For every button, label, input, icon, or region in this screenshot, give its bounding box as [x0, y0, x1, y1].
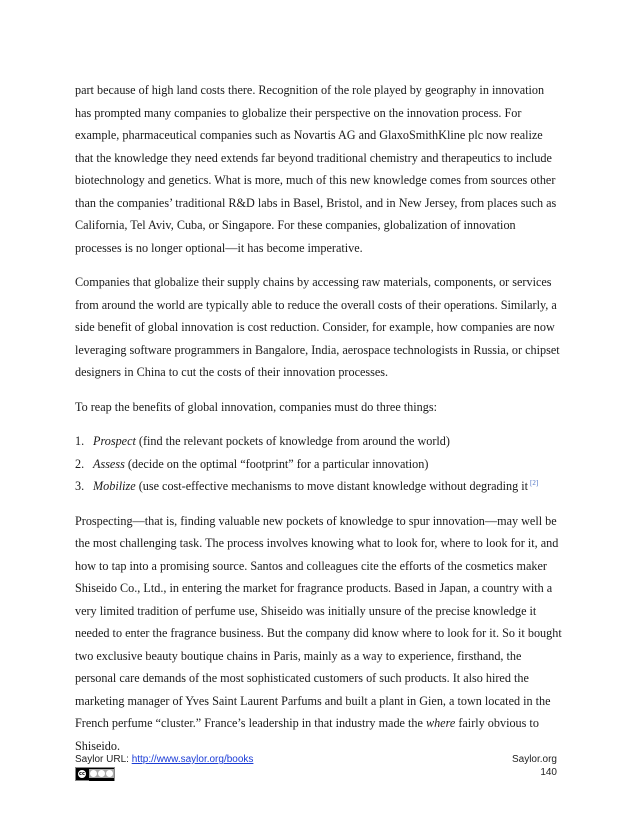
paragraph-4-emphasis: where — [425, 716, 456, 730]
list-text: (decide on the optimal “footprint” for a particular innovation) — [124, 456, 429, 471]
list-item — [75, 430, 562, 453]
footnote-link[interactable]: [2] — [530, 478, 539, 487]
list-number: 3. — [75, 479, 85, 493]
site-name: Saylor.org — [511, 754, 557, 765]
numbered-list — [75, 430, 562, 498]
list-number: 1. — [75, 434, 85, 448]
list-text: (find the relevant pockets of knowledge from around the world) — [135, 434, 450, 448]
paragraph-3: To reap the benefits of global innovation, companies must do three things: — [75, 399, 437, 414]
url-label: Saylor URL: — [75, 754, 132, 765]
paragraph-4 — [75, 510, 562, 758]
paragraph-4-end: fairly obvious to Shiseido. — [75, 716, 539, 753]
list-item — [75, 453, 562, 476]
cc-by-nc-sa-icon: cc — [75, 767, 115, 781]
list-term: Assess — [93, 456, 125, 471]
list-text: (use cost-effective mechanisms to move distant knowledge without degrading it — [135, 479, 529, 493]
list-number: 2. — [75, 456, 85, 471]
page-number: 140 — [540, 767, 557, 778]
paragraph-4-text: Prospecting—that is, finding valuable new pockets of knowledge to spur innovation—may well be the most challenging task. The process involves knowing what to look for, where to look for it, and how to tap into a promising source. Santos and colleagues cite the efforts of the cosmetics maker Shiseido Co., Ltd., in entering the market for fragrance products. Based in Japan, a country with a very limited tradition of perfume use, Shiseido was initially unsure of the precise knowledge it needed to enter the fragrance business. But the company did know where to look for it. So it bought two exclusive beauty boutique chains in Paris, mainly as a way to experience, firsthand, the personal care demands of the most sophisticated customers of such products. It also hired the marketing manager of Yves Saint Laurent Parfums and built a plant in Gien, a town located in the French perfume “cluster.” France’s leadership in that industry made the — [75, 513, 562, 730]
footer-left — [75, 753, 254, 777]
paragraph-1: part because of high land costs there. Recognition of the role played by geography in innovation has prompted many companies to globalize their perspective on the innovation process. For example, pharmaceutical companies such as Novartis AG and GlaxoSmithKline plc now realize that the knowledge they need extends far beyond traditional chemistry and therapeutics to include biotechnology and genetics. What is more, much of this new knowledge comes from sources other than the companies’ traditional R&D labs in Basel, Bristol, and in New Jersey, from places such as California, Tel Aviv, Cuba, or Singapore. For these companies, globalization of innovation processes is no longer optional—it has become imperative. — [75, 83, 557, 255]
paragraph-2: Companies that globalize their supply chains by accessing raw materials, components, or services from around the world are typically able to reduce the overall costs of their operations. Similarly, a side benefit of global innovation is cost reduction. Consider, for example, how companies are now leveraging software programmers in Bangalore, India, aerospace technologists in Russia, or chipset designers in China to cut the costs of their innovation processes. — [75, 275, 560, 379]
list-item — [75, 475, 562, 498]
list-term: Mobilize — [93, 479, 136, 493]
saylor-books-link[interactable]: http://www.saylor.org/books — [131, 754, 254, 765]
list-term: Prospect — [93, 434, 136, 448]
footer-right — [512, 753, 557, 779]
page-content — [75, 79, 562, 769]
